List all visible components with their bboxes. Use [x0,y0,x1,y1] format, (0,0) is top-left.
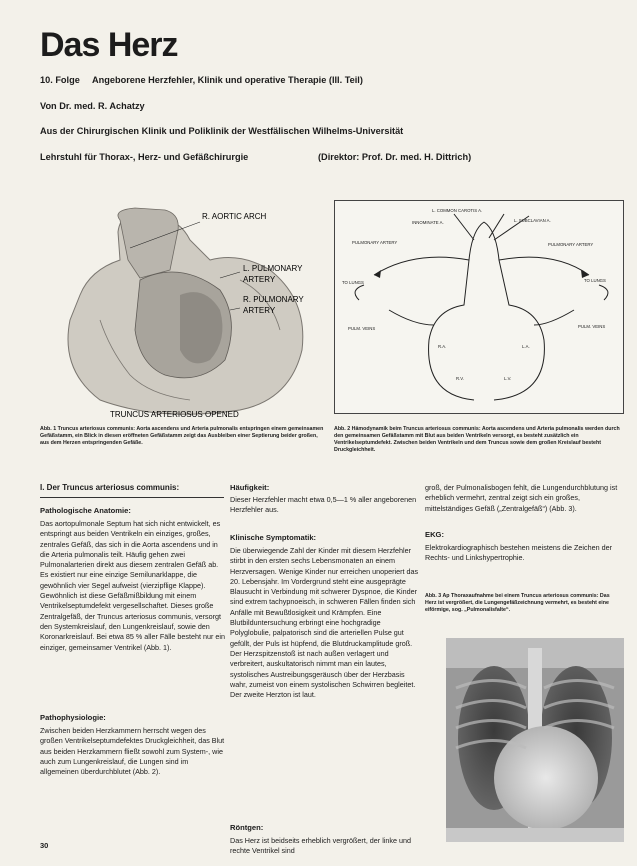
label-la: L.A. [522,344,530,349]
series-title: Angeborene Herzfehler, Klinik und operative Therapie (III. Teil) [92,75,363,85]
figure-2-caption: Abb. 2 Hämodynamik beim Truncus arteriosus communis: Aorta ascendens und Arteria pulmonalis werden durch den gemeinsamen Gefäßstamm mit Blut aus beiden Ventrikeln versorgt, es besteht zusätzlich ein Ventrikelseptumdefekt. Zwischen beiden Ventrikeln und dem Truncus sowie dem großen Kreislauf besteht Druckgleichheit. [334,426,620,453]
section-heading-truncus: I. Der Truncus arteriosus communis: [40,483,180,492]
label-innominate: INNOMINATE A. [412,220,444,225]
label-pulm-veins-r: PULM. VEINS [348,326,376,331]
clinic-line: Aus der Chirurgischen Klinik und Poliklinik der Westfälischen Wilhelms-Universität [40,126,404,136]
label-ra: R.A. [438,344,447,349]
series-number: 10. Folge [40,75,80,85]
subheading-ekg: EKG: [425,530,444,539]
subheading-haeufigkeit: Häufigkeit: [230,483,270,492]
paragraph-anatomie: Das aortopulmonale Septum hat sich nicht entwickelt, es entspringt aus beiden Ventrikeln ein einziges, großes, zentrales Gefäß, das sich in die Aorta ascendens und in die Arteria pulmonalis teilt. Häufig gehen zwei Pulmonalarterien direkt aus diesem zentralen Gefäß ab. Es existiert nur eine einzige Semilunarklappe, die gewöhnlich vier Segel aufweist (vierzipflige Klappe). Gewöhnlich ist diese Gefäßmißbildung mit einem Ventrikelseptumdefekt vergesellschaftet. Dieses große Zentralgefäß, der Truncus arteriosus communis, versorgt den Systemkreislauf, den Lungenkreislauf, sowie den Koronarkreislauf. Bei etwa 85 % aller Fälle besteht nur ein einziger, gemeinsamer Ventrikel (Abb. 1). [40,519,225,652]
paragraph-pathophysiologie: Zwischen beiden Herzkammern herrscht wegen des großen Ventrikelseptumdefektes Druckgleichheit, das Blut aus beiden Herzkammern fließt sowohl zum System-, wie auch zum Lungenkreislauf, die Lungen sind im allgemeinen überdurchblutet (Abb. 2). [40,726,225,777]
label-l-pulmonary-1: L. PULMONARY [243,264,303,273]
label-to-lungs-r: TO LUNGS [342,280,364,285]
label-lv: L.V. [504,376,512,381]
subheading-pathologische-anatomie: Pathologische Anatomie: [40,506,131,515]
figure-1-heart-drawing [40,200,325,422]
label-to-lungs-l: TO LUNGS [584,278,606,283]
paragraph-roentgen: Das Herz ist beidseits erheblich vergrößert, der linke und rechte Ventrikel sind [230,836,411,856]
subheading-klinische-symptomatik: Klinische Symptomatik: [230,533,317,542]
figure-2-hemodynamics-diagram [334,200,624,414]
label-rv: R.V. [456,376,464,381]
label-l-subclavian: L. SUBCLAVIAN A. [514,218,551,223]
subheading-pathophysiologie: Pathophysiologie: [40,713,106,722]
label-aortic-arch: R. AORTIC ARCH [202,212,267,221]
label-r-pulmonary-2: ARTERY [243,306,276,315]
label-pulmonary-artery-l: PULMONARY ARTERY [548,242,594,247]
label-pulmonary-artery-r: PULMONARY ARTERY [352,240,398,245]
page-number: 30 [40,841,49,850]
section-rule [40,497,224,498]
label-l-common-carotis: L. COMMON CAROTIS A. [432,208,483,213]
article-title: Das Herz [40,26,178,64]
paragraph-haeufigkeit: Dieser Herzfehler macht etwa 0,5—1 % aller angeborenen Herzfehler aus. [230,495,417,515]
figure-1-caption: Abb. 1 Truncus arteriosus communis: Aorta ascendens und Arteria pulmonalis entspringen einem gemeinsamen Gefäßstamm, ein Blick in diesen eröffneten Gefäßstamm zeigt das Ausbleiben einer Septierung beider großen, aus dem Herzen entspringenden Gefäße. [40,426,324,446]
chair-line: Lehrstuhl für Thorax-, Herz- und Gefäßchirurgie [40,152,249,162]
figure-3-caption: Abb. 3 Ap Thoraxaufnahme bei einem Truncus arteriosus communis: Das Herz ist vergrößert, die Lungengefäßzeichnung vermehrt, es besteht eine eiförmige, sog. „Pulmonalisfalte“. [425,593,610,613]
label-truncus: TRUNCUS ARTERIOSUS OPENED [110,410,239,419]
paragraph-ekg: Elektrokardiographisch bestehen meistens die Zeichen der Rechts- und Linkshypertrophie. [425,543,612,563]
label-l-pulmonary-2: ARTERY [243,275,276,284]
figure-3-chest-xray [446,638,624,842]
subheading-roentgen: Röntgen: [230,823,264,832]
label-pulm-veins-l: PULM. VEINS [578,324,606,329]
paragraph-roentgen-cont: groß, der Pulmonalisbogen fehlt, die Lungendurchblutung ist erheblich vermehrt, zentral zeigt sich ein großes, mittelständiges Gefäß („Zentralgefäß“) (Abb. 3). [425,483,618,513]
paragraph-symptomatik: Die überwiegende Zahl der Kinder mit diesem Herzfehler stirbt in den ersten sechs Lebensmonaten an einem Herzversagen. Wenige Kinder nur erreichen unoperiert das 20. Lebensjahr. Im Vordergrund steht eine ausgeprägte Blausucht in Verbindung mit schwerer Dyspnoe, die Kinder sind extrem tachypnoeisch, in schweren Fällen finden sich Anfälle mit Bewußtlosigkeit und Krämpfen. Eine Blutbilduntersuchung erbringt eine hochgradige Polyglobulie, palpatorisch sind die arteriellen Pulse gut gefüllt, der Puls ist hüpfend, die Blutdruckamplitude groß. Der Herzspitzenstoß ist nach außen verlagert und verbreitert, auskultatorisch nimmt man ein lautes, systolisches Austreibungsgeräusch über der Herzbasis wahr, zumeist von einem systolischen Schwirren begleitet. Der zweite Herzton ist laut. [230,546,419,700]
author-line: Von Dr. med. R. Achatzy [40,101,145,111]
director-line: (Direktor: Prof. Dr. med. H. Dittrich) [318,152,472,162]
label-r-pulmonary-1: R. PULMONARY [243,295,304,304]
